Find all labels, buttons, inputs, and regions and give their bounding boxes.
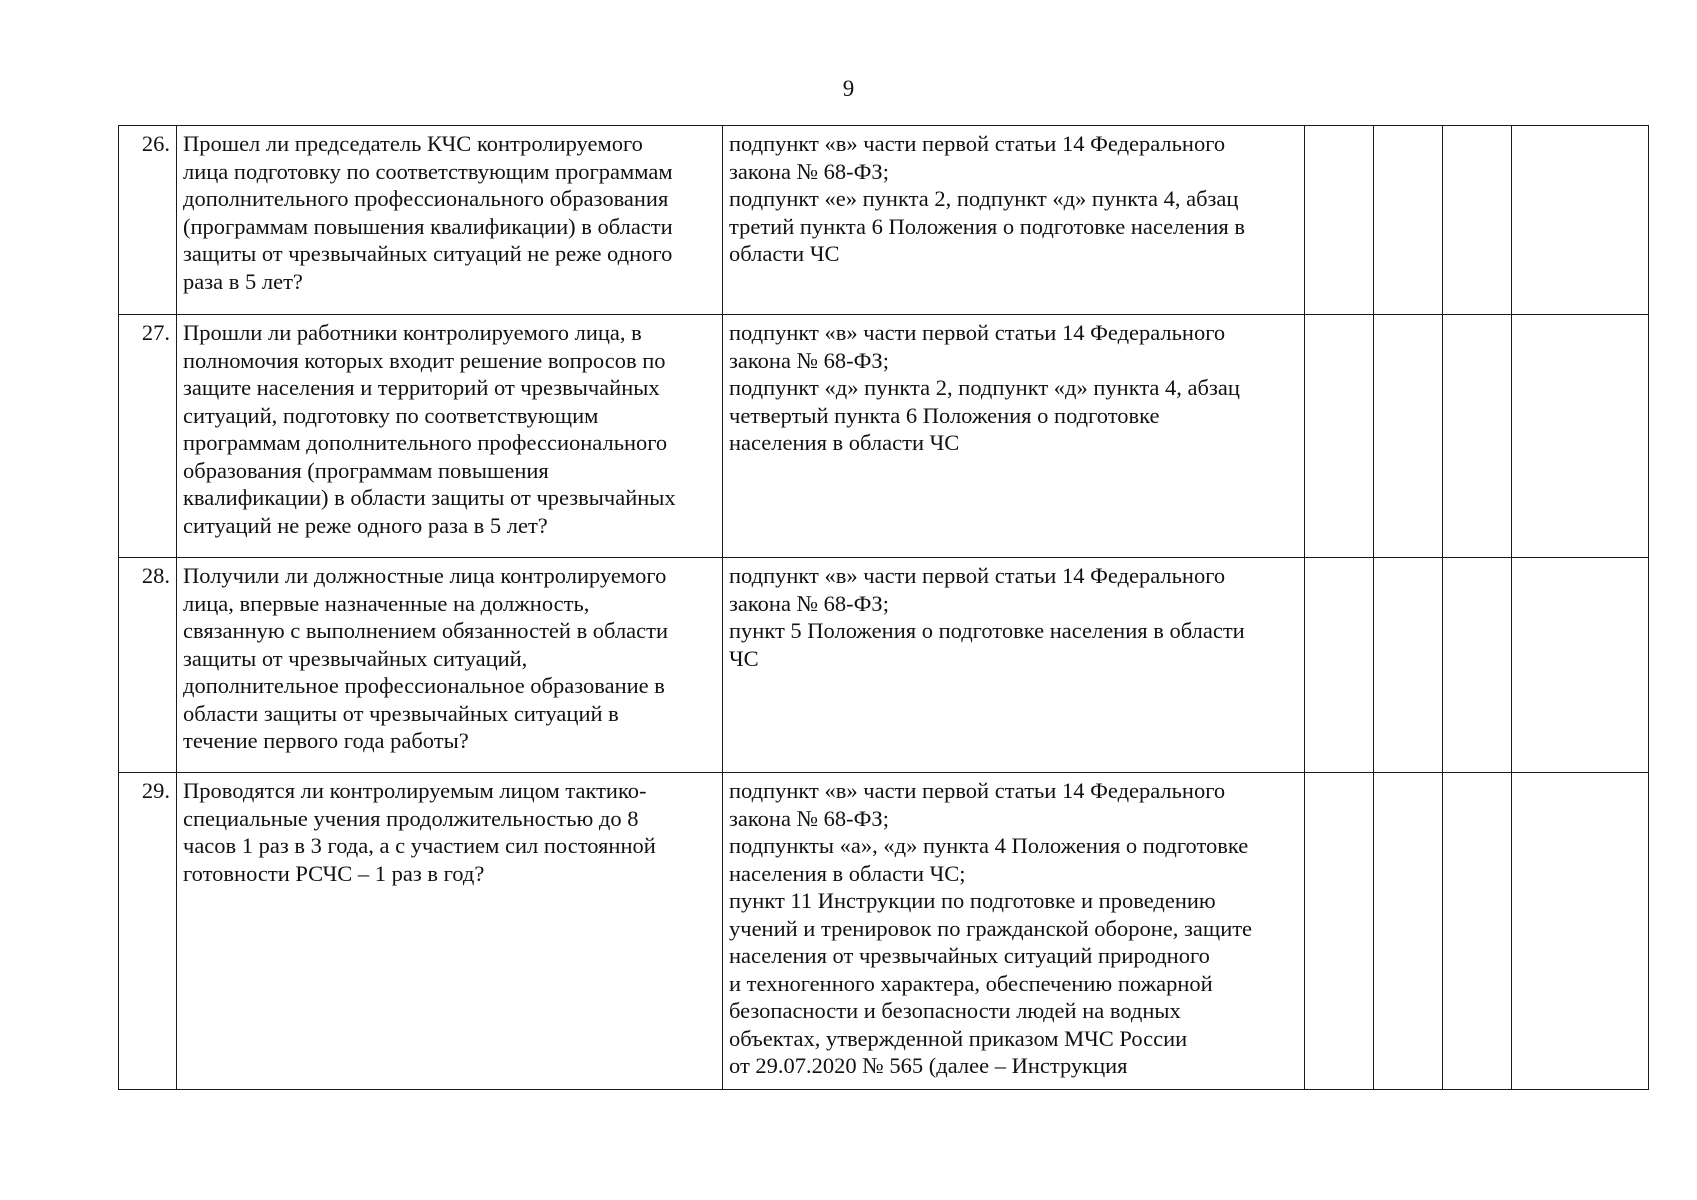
question-line: программам дополнительного профессионального bbox=[183, 430, 668, 455]
answer-cell-no[interactable] bbox=[1374, 773, 1443, 1090]
reference-line: подпункт «в» части первой статьи 14 Федерального bbox=[729, 563, 1226, 588]
question-line: лица, впервые назначенные на должность, bbox=[183, 590, 590, 616]
question-line: ситуаций не реже одного раза в 5 лет? bbox=[183, 512, 548, 538]
reference-line: пункт 5 Положения о подготовке населения в области bbox=[729, 618, 1245, 643]
reference-line: безопасности и безопасности людей на водных bbox=[729, 998, 1181, 1023]
table-row bbox=[119, 558, 1649, 773]
answer-cell-no[interactable] bbox=[1374, 558, 1443, 773]
question-line: защиты от чрезвычайных ситуаций не реже одного bbox=[183, 241, 673, 266]
answer-cell-yes[interactable] bbox=[1305, 126, 1374, 315]
row-number: 27. bbox=[119, 315, 177, 558]
answer-cell-note[interactable] bbox=[1512, 558, 1649, 773]
question-line: Проводятся ли контролируемым лицом тактико- bbox=[183, 778, 647, 803]
reference-line: четвертый пункта 6 Положения о подготовке bbox=[729, 402, 1160, 428]
question-line: связанную с выполнением обязанностей в области bbox=[183, 618, 669, 643]
reference-line: от 29.07.2020 № 565 (далее – Инструкция bbox=[729, 1053, 1128, 1078]
question-line: ситуаций, подготовку по соответствующим bbox=[183, 402, 599, 428]
question-line: образования (программам повышения bbox=[183, 457, 549, 483]
answer-cell-no[interactable] bbox=[1374, 315, 1443, 558]
row-number: 29. bbox=[119, 773, 177, 1090]
checklist-table-container bbox=[118, 125, 1648, 1090]
reference-line: пункт 11 Инструкции по подготовке и проведению bbox=[729, 888, 1216, 913]
reference-line: закона № 68-ФЗ; bbox=[729, 805, 889, 831]
reference-line: объектах, утвержденной приказом МЧС России bbox=[729, 1025, 1188, 1051]
question-line: готовности РСЧС – 1 раз в год? bbox=[183, 860, 485, 886]
reference-line: населения в области ЧС; bbox=[729, 860, 966, 886]
reference-line: подпункт «в» части первой статьи 14 Федерального bbox=[729, 778, 1226, 803]
question-line: Получили ли должностные лица контролируемого bbox=[183, 563, 667, 588]
answer-cell-not-applicable[interactable] bbox=[1443, 558, 1512, 773]
reference-line: подпункт «д» пункта 2, подпункт «д» пункта 4, абзац bbox=[729, 375, 1240, 400]
reference-line: подпункты «а», «д» пункта 4 Положения о подготовке bbox=[729, 833, 1249, 858]
reference-line: закона № 68-ФЗ; bbox=[729, 347, 889, 373]
answer-cell-yes[interactable] bbox=[1305, 315, 1374, 558]
table-row bbox=[119, 126, 1649, 315]
answer-cell-note[interactable] bbox=[1512, 315, 1649, 558]
question-line: квалификации) в области защиты от чрезвычайных bbox=[183, 485, 676, 510]
question-line: защиты от чрезвычайных ситуаций, bbox=[183, 645, 528, 671]
reference-cell bbox=[723, 558, 1305, 773]
answer-cell-yes[interactable] bbox=[1305, 773, 1374, 1090]
checklist-table bbox=[118, 125, 1649, 1090]
reference-line: закона № 68-ФЗ; bbox=[729, 590, 889, 616]
reference-line: подпункт «е» пункта 2, подпункт «д» пункта 4, абзац bbox=[729, 186, 1239, 211]
question-line: Прошли ли работники контролируемого лица, в bbox=[183, 320, 642, 345]
table-row bbox=[119, 773, 1649, 1090]
reference-line: закона № 68-ФЗ; bbox=[729, 158, 889, 184]
answer-cell-yes[interactable] bbox=[1305, 558, 1374, 773]
reference-cell bbox=[723, 315, 1305, 558]
question-line: лица подготовку по соответствующим программам bbox=[183, 158, 673, 184]
answer-cell-no[interactable] bbox=[1374, 126, 1443, 315]
row-number: 28. bbox=[119, 558, 177, 773]
answer-cell-not-applicable[interactable] bbox=[1443, 126, 1512, 315]
reference-line: и техногенного характера, обеспечению пожарной bbox=[729, 970, 1213, 996]
question-line: Прошел ли председатель КЧС контролируемого bbox=[183, 131, 643, 156]
reference-line: ЧС bbox=[729, 645, 759, 671]
reference-line: области ЧС bbox=[729, 241, 840, 266]
question-cell bbox=[177, 773, 723, 1090]
answer-cell-not-applicable[interactable] bbox=[1443, 773, 1512, 1090]
question-line: специальные учения продолжительностью до 8 bbox=[183, 805, 639, 831]
reference-line: третий пункта 6 Положения о подготовке населения в bbox=[729, 213, 1246, 239]
question-line: течение первого года работы? bbox=[183, 728, 469, 753]
reference-line: населения в области ЧС bbox=[729, 430, 960, 455]
question-line: дополнительного профессионального образования bbox=[183, 186, 669, 211]
question-cell bbox=[177, 126, 723, 315]
reference-cell bbox=[723, 773, 1305, 1090]
reference-line: подпункт «в» части первой статьи 14 Федерального bbox=[729, 131, 1226, 156]
question-cell bbox=[177, 558, 723, 773]
reference-line: учений и тренировок по гражданской обороне, защите bbox=[729, 915, 1253, 941]
row-number: 26. bbox=[119, 126, 177, 315]
page-number: 9 bbox=[842, 76, 855, 101]
question-cell bbox=[177, 315, 723, 558]
question-line: дополнительное профессиональное образование в bbox=[183, 673, 665, 698]
question-line: часов 1 раз в 3 года, а с участием сил постоянной bbox=[183, 833, 656, 858]
question-line: раза в 5 лет? bbox=[183, 268, 303, 294]
question-line: области защиты от чрезвычайных ситуаций в bbox=[183, 700, 619, 726]
question-line: полномочия которых входит решение вопросов по bbox=[183, 347, 666, 373]
reference-line: населения от чрезвычайных ситуаций природного bbox=[729, 943, 1210, 968]
question-line: (программам повышения квалификации) в области bbox=[183, 213, 673, 239]
question-line: защите населения и территорий от чрезвычайных bbox=[183, 375, 660, 400]
reference-cell bbox=[723, 126, 1305, 315]
answer-cell-not-applicable[interactable] bbox=[1443, 315, 1512, 558]
reference-line: подпункт «в» части первой статьи 14 Федерального bbox=[729, 320, 1226, 345]
answer-cell-note[interactable] bbox=[1512, 773, 1649, 1090]
answer-cell-note[interactable] bbox=[1512, 126, 1649, 315]
table-row bbox=[119, 315, 1649, 558]
